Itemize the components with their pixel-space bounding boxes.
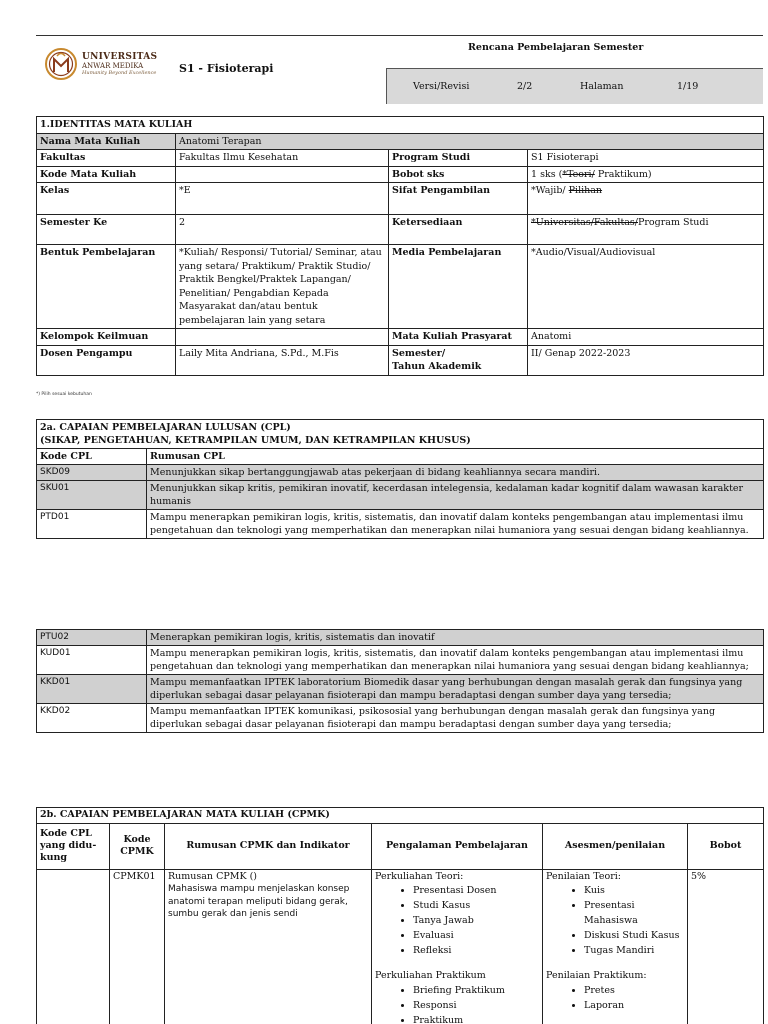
sifat-strike: Pilihan bbox=[568, 185, 603, 196]
kelompok-value bbox=[176, 329, 389, 346]
halaman-label: Halaman bbox=[580, 81, 624, 92]
fakultas-label: Fakultas bbox=[37, 150, 176, 167]
kode-label: Kode Mata Kuliah bbox=[37, 166, 176, 183]
ketersediaan-label: Ketersediaan bbox=[389, 215, 528, 245]
list-item: • Evaluasi bbox=[413, 928, 539, 943]
semester-label: Semester Ke bbox=[37, 215, 176, 245]
cpl-kode: KUD01 bbox=[37, 646, 147, 675]
nama-label: Nama Mata Kuliah bbox=[37, 133, 176, 150]
dosen-label: Dosen Pengampu bbox=[37, 345, 176, 375]
list-item: • Diskusi Studi Kasus bbox=[584, 928, 684, 943]
cpmk-col-bobot: Bobot bbox=[688, 823, 764, 869]
kelompok-label: Kelompok Keilmuan bbox=[37, 329, 176, 346]
halaman-value: 1/19 bbox=[677, 81, 699, 92]
praktikum-label: Perkuliahan Praktikum bbox=[375, 970, 486, 981]
sifat-value bbox=[528, 183, 764, 215]
table-row bbox=[37, 510, 764, 539]
kode-value bbox=[176, 166, 389, 183]
semester-value: 2 bbox=[176, 215, 389, 245]
cpl-kode: PTD01 bbox=[37, 510, 147, 539]
bobot-post: Praktikum) bbox=[594, 168, 652, 180]
ketersediaan-strike: *Universitas/Fakultas/ bbox=[531, 217, 638, 228]
cpl-kode: SKD09 bbox=[37, 465, 147, 481]
version-box bbox=[386, 68, 763, 104]
list-item: • Presentasi Dosen bbox=[413, 883, 539, 898]
university-tagline: Humanity Beyond Excellence bbox=[82, 70, 157, 76]
list-item: • Kuis bbox=[584, 883, 684, 898]
document-title: Rencana Pembelajaran Semester bbox=[468, 42, 644, 53]
list-item: • Responsi bbox=[413, 998, 539, 1013]
table-row bbox=[37, 704, 764, 733]
sifat-label: Sifat Pengambilan bbox=[389, 183, 528, 215]
penilaian-teori-label: Penilaian Teori: bbox=[546, 870, 622, 882]
cpmk-rumusan-title: Rumusan CPMK () bbox=[168, 870, 257, 882]
bobot-label: Bobot sks bbox=[389, 166, 528, 183]
table-row bbox=[37, 675, 764, 704]
cpmk-pengalaman bbox=[372, 869, 543, 1024]
versi-label: Versi/Revisi bbox=[413, 81, 470, 92]
table-row bbox=[37, 869, 764, 1024]
cpmk-rumusan-text: Mahasiswa mampu menjelaskan konsep anatomi terapan meliputi bidang gerak, sumbu gerak dan jenis sendi bbox=[168, 884, 350, 919]
prodi-value: S1 Fisioterapi bbox=[528, 150, 764, 167]
media-value: *Audio/Visual/Audiovisual bbox=[528, 245, 764, 329]
list-item: • Tanya Jawab bbox=[413, 913, 539, 928]
table-row bbox=[37, 646, 764, 675]
cpl-kode: KKD01 bbox=[37, 675, 147, 704]
cpl-col-kode: Kode CPL bbox=[37, 449, 147, 465]
identitas-title: 1.IDENTITAS MATA KULIAH bbox=[37, 117, 764, 134]
cpmk-col-kode-cpmk: Kode CPMK bbox=[110, 823, 165, 869]
list-item: • Tugas Mandiri bbox=[584, 943, 684, 958]
penilaian-praktikum-list bbox=[562, 983, 684, 1013]
semester-tahun-label2: Tahun Akademik bbox=[392, 361, 482, 372]
cpl-rumusan: Mampu memanfaatkan IPTEK laboratorium Biomedik dasar yang berhubungan dengan masalah gerak dan fungsinya yang diperlukan sebagai dasar pelayanan fisioterapi dan mampu beradaptasi dengan sumber daya yang tersedia; bbox=[147, 675, 764, 704]
list-item: • Refleksi bbox=[413, 943, 539, 958]
cpl-rumusan: Mampu menerapkan pemikiran logis, kritis, sistematis, dan inovatif dalam konteks pengembangan atau implementasi ilmu pengetahuan dan teknologi yang memperhatikan dan menerapkan nilai humaniora yang sesuai dengan bidang keahliannya; bbox=[147, 646, 764, 675]
nama-value: Anatomi Terapan bbox=[176, 133, 764, 150]
identitas-table bbox=[36, 116, 764, 376]
cpl-rumusan: Menunjukkan sikap bertanggungjawab atas pekerjaan di bidang keahliannya secara mandiri. bbox=[147, 465, 764, 481]
cpmk-kode: CPMK01 bbox=[110, 869, 165, 1024]
penilaian-praktikum-label: Penilaian Praktikum: bbox=[546, 970, 647, 981]
cpl-kode: SKU01 bbox=[37, 481, 147, 510]
list-item: • Briefing Praktikum bbox=[413, 983, 539, 998]
bentuk-value: *Kuliah/ Responsi/ Tutorial/ Seminar, atau yang setara/ Praktikum/ Praktik Studio/ Praktik Bengkel/Praktek Lapangan/ Penelitian/ Pengabdian Kepada Masyarakat dan/atau bentuk pembelajaran lain yang setara bbox=[176, 245, 389, 329]
list-item: • Pretes bbox=[584, 983, 684, 998]
cpl-table-continued bbox=[36, 629, 764, 733]
ketersediaan-value bbox=[528, 215, 764, 245]
list-item: • Studi Kasus bbox=[413, 898, 539, 913]
bobot-strike: *Teori/ bbox=[562, 168, 595, 180]
teori-list bbox=[391, 883, 539, 958]
fakultas-value: Fakultas Ilmu Kesehatan bbox=[176, 150, 389, 167]
cpmk-col-kode-cpl: Kode CPL yang didu-kung bbox=[37, 823, 110, 869]
kelas-label: Kelas bbox=[37, 183, 176, 215]
list-item: • Laporan bbox=[584, 998, 684, 1013]
document-header bbox=[36, 35, 763, 103]
bobot-value bbox=[528, 166, 764, 183]
cpl-rumusan: Menerapkan pemikiran logis, kritis, sistematis dan inovatif bbox=[147, 630, 764, 646]
cpl-col-rumusan: Rumusan CPL bbox=[147, 449, 764, 465]
cpl-kode: PTU02 bbox=[37, 630, 147, 646]
cpmk-col-rumusan: Rumusan CPMK dan Indikator bbox=[165, 823, 372, 869]
prodi-label: Program Studi bbox=[389, 150, 528, 167]
bobot-pre: 1 sks ( bbox=[531, 168, 563, 180]
teori-label: Perkuliahan Teori: bbox=[375, 870, 464, 882]
cpl-title bbox=[37, 420, 764, 449]
sifat-value-text: *Wajib/ bbox=[531, 185, 569, 196]
cpl-kode: KKD02 bbox=[37, 704, 147, 733]
penilaian-teori-list bbox=[562, 883, 684, 958]
table-row bbox=[37, 630, 764, 646]
cpmk-bobot: 5% bbox=[688, 869, 764, 1024]
cpl-title-line1: 2a. CAPAIAN PEMBELAJARAN LULUSAN (CPL) bbox=[40, 422, 291, 433]
bentuk-label: Bentuk Pembelajaran bbox=[37, 245, 176, 329]
ketersediaan-text: Program Studi bbox=[638, 217, 709, 228]
footnote: *) Pilih sesuai kebutuhan bbox=[36, 392, 92, 397]
cpmk-rumusan bbox=[165, 869, 372, 1024]
cpl-table bbox=[36, 419, 764, 539]
cpl-rumusan: Mampu menerapkan pemikiran logis, kritis, sistematis, dan inovatif dalam konteks pengembangan atau implementasi ilmu pengetahuan dan teknologi yang memperhatikan dan menerapkan nilai humaniora yang sesuai dengan bidang keahliannya. bbox=[147, 510, 764, 539]
table-row bbox=[37, 465, 764, 481]
university-line1: UNIVERSITAS bbox=[82, 52, 158, 62]
cpmk-col-asesmen: Asesmen/penilaian bbox=[543, 823, 688, 869]
prasyarat-value: Anatomi bbox=[528, 329, 764, 346]
list-item: • Presentasi Mahasiswa bbox=[584, 898, 684, 928]
cpl-rumusan: Mampu memanfaatkan IPTEK komunikasi, psikososial yang berhubungan dengan masalah gerak dan fungsinya yang diperlukan sebagai dasar pelayanan fisioterapi dan mampu beradaptasi dengan sumber daya yang tersedia; bbox=[147, 704, 764, 733]
semester-tahun-label1: Semester/ bbox=[392, 347, 446, 359]
cpl-title-line2: (SIKAP, PENGETAHUAN, KETRAMPILAN UMUM, DAN KETRAMPILAN KHUSUS) bbox=[40, 435, 471, 446]
list-item: • Praktikum bbox=[413, 1013, 539, 1024]
cpmk-title: 2b. CAPAIAN PEMBELAJARAN MATA KULIAH (CPMK) bbox=[37, 808, 764, 824]
cpmk-col-pengalaman: Pengalaman Pembelajaran bbox=[372, 823, 543, 869]
university-logo-icon bbox=[44, 46, 78, 82]
table-row bbox=[37, 481, 764, 510]
program-name: S1 - Fisioterapi bbox=[179, 62, 274, 75]
semester-tahun-label bbox=[389, 345, 528, 375]
cpl-rumusan: Menunjukkan sikap kritis, pemikiran inovatif, kecerdasan intelegensia, kedalaman kadar kognitif dalam wawasan karakter humanis bbox=[147, 481, 764, 510]
semester-tahun-value: II/ Genap 2022-2023 bbox=[528, 345, 764, 375]
dosen-value: Laily Mita Andriana, S.Pd., M.Fis bbox=[176, 345, 389, 375]
prasyarat-label: Mata Kuliah Prasyarat bbox=[389, 329, 528, 346]
university-name bbox=[82, 52, 157, 77]
versi-value: 2/2 bbox=[517, 81, 533, 92]
kelas-value: *E bbox=[176, 183, 389, 215]
cpmk-asesmen bbox=[543, 869, 688, 1024]
cpmk-table bbox=[36, 807, 764, 1024]
media-label: Media Pembelajaran bbox=[389, 245, 528, 329]
university-line2: ANWAR MEDIKA bbox=[82, 62, 144, 70]
praktikum-list bbox=[391, 983, 539, 1024]
cpmk-kode-cpl bbox=[37, 869, 110, 1024]
